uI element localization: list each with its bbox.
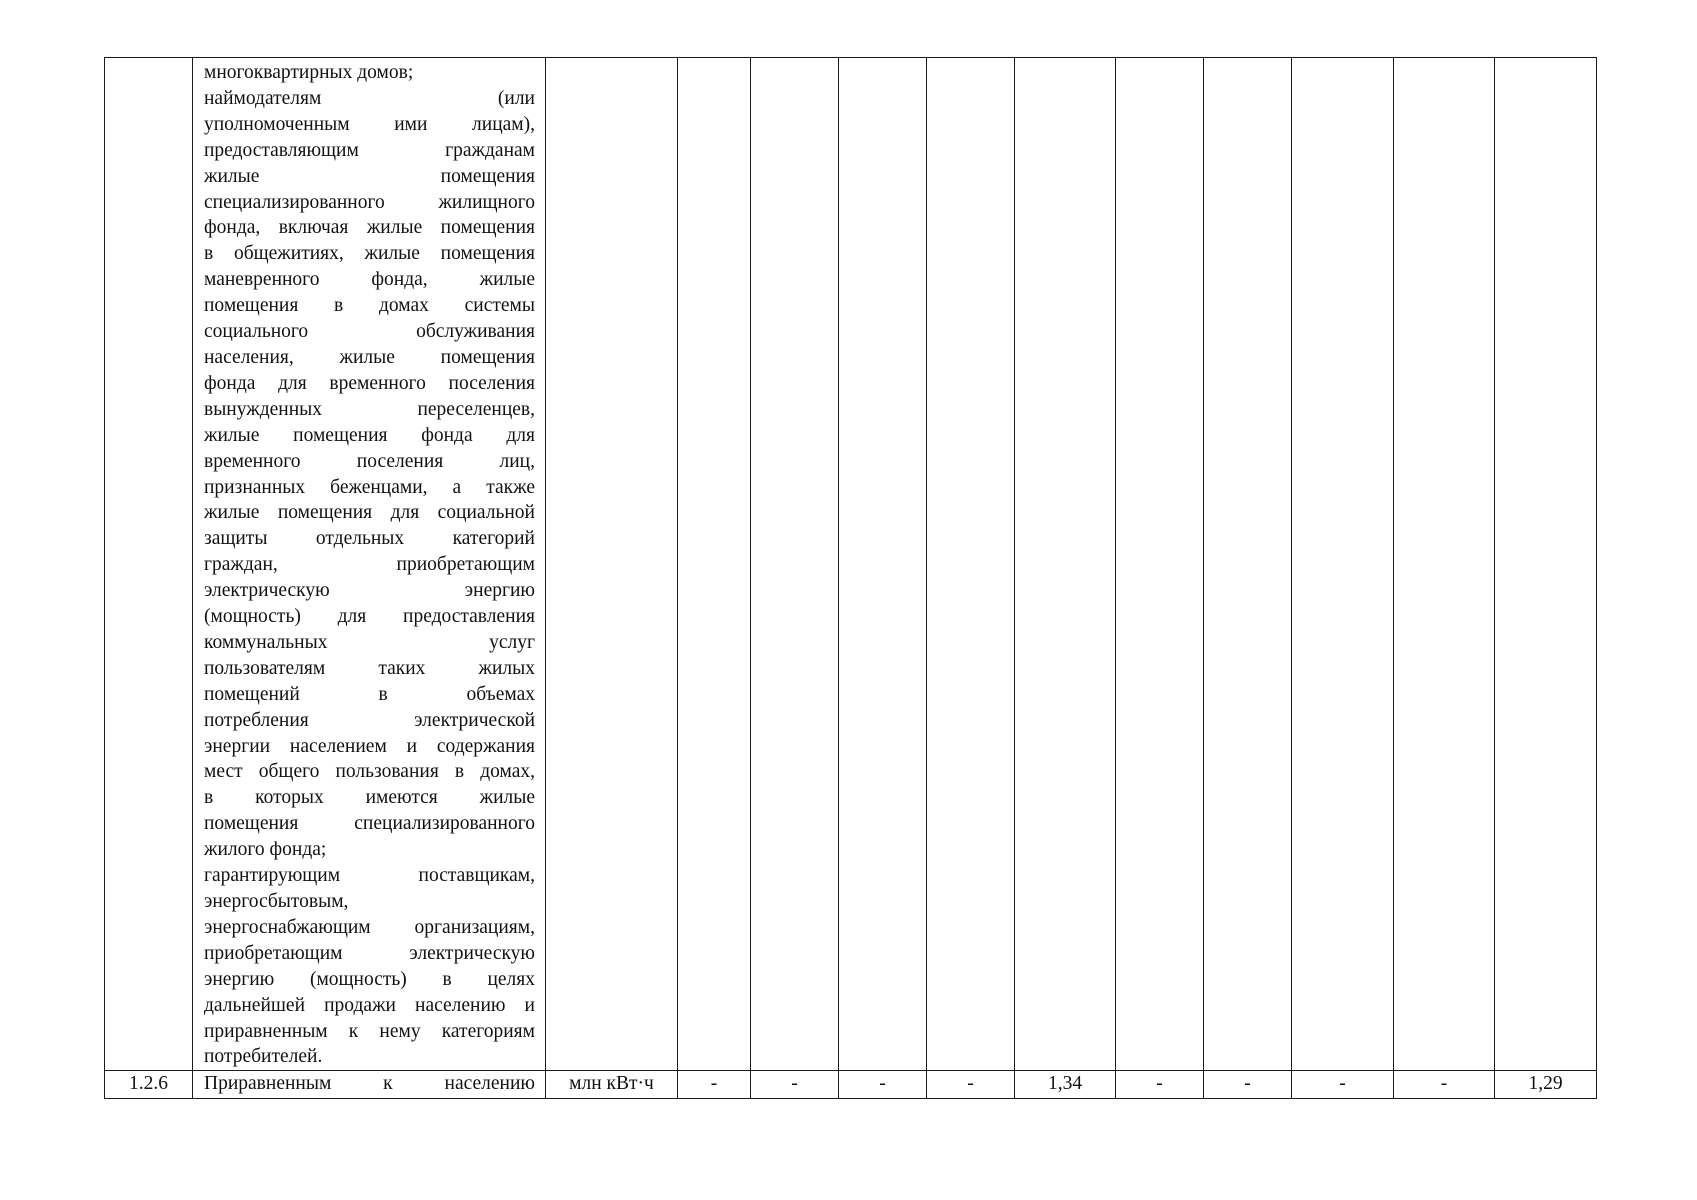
description-line: жилые помещения фонда для <box>204 424 535 446</box>
description-line: дальнейшей продажи населению и <box>204 994 535 1016</box>
cell-number <box>105 58 193 1071</box>
description-line: жилые помещения <box>204 165 535 187</box>
cell-value <box>751 58 839 1071</box>
cell-value <box>678 58 751 1071</box>
description-line: энергии населением и содержания <box>204 735 535 757</box>
description-line: мест общего пользования в домах, <box>204 761 535 783</box>
description-line: помещений в объемах <box>204 683 535 705</box>
description-line: социального обслуживания <box>204 321 535 343</box>
description-line: предоставляющим гражданам <box>204 139 535 161</box>
cell-unit: млн кВт·ч <box>546 1071 678 1099</box>
cell-description: Приравненным к населению <box>193 1071 546 1099</box>
cell-unit <box>546 58 678 1071</box>
description-line: граждан, приобретающим <box>204 554 535 576</box>
cell-value <box>1116 58 1204 1071</box>
cell-description-continuation <box>193 58 546 1071</box>
description-line: признанных беженцами, а также <box>204 476 535 498</box>
description-line: гарантирующим поставщикам, <box>204 865 535 887</box>
cell-number: 1.2.6 <box>105 1071 193 1099</box>
cell-value: - <box>1292 1071 1394 1099</box>
cell-value <box>1495 58 1597 1071</box>
description-line: в общежитиях, жилые помещения <box>204 243 535 265</box>
description-line: временного поселения лиц, <box>204 450 535 472</box>
description-line: наймодателям (или <box>204 87 535 109</box>
cell-value <box>1292 58 1394 1071</box>
description-line: уполномоченным ими лицам), <box>204 113 535 135</box>
description-line: специализированного жилищного <box>204 191 535 213</box>
tariff-table <box>104 57 1597 1099</box>
description-line: электрическую энергию <box>204 580 535 602</box>
cell-value: 1,29 <box>1495 1071 1597 1099</box>
table-row-continuation <box>105 58 1597 1071</box>
description-line: коммунальных услуг <box>204 631 535 653</box>
description-line: многоквартирных домов; <box>204 62 414 83</box>
description-line: приобретающим электрическую <box>204 942 535 964</box>
cell-value <box>839 58 927 1071</box>
cell-value: - <box>1116 1071 1204 1099</box>
description-line: жилого фонда; <box>204 839 327 861</box>
description-line: потребителей. <box>204 1046 323 1068</box>
table-row-1-2-6 <box>105 1071 1597 1099</box>
description-line: вынужденных переселенцев, <box>204 398 535 420</box>
description-line: энергоснабжающим организациям, <box>204 916 535 938</box>
description-line: энергосбытовым, <box>204 891 349 912</box>
cell-value <box>1204 58 1292 1071</box>
description-line: энергию (мощность) в целях <box>204 968 535 990</box>
description-line: защиты отдельных категорий <box>204 528 535 550</box>
description-line: пользователям таких жилых <box>204 657 535 679</box>
cell-value: - <box>751 1071 839 1099</box>
cell-value: - <box>1394 1071 1495 1099</box>
cell-value: - <box>927 1071 1015 1099</box>
description-line: фонда для временного поселения <box>204 372 535 394</box>
description-lines <box>204 60 535 1070</box>
cell-value <box>1015 58 1116 1071</box>
cell-value <box>1394 58 1495 1071</box>
description-line: в которых имеются жилые <box>204 787 535 809</box>
cell-value: - <box>839 1071 927 1099</box>
description-line: населения, жилые помещения <box>204 346 535 368</box>
cell-value: - <box>1204 1071 1292 1099</box>
description-line: помещения в домах системы <box>204 295 535 317</box>
cell-value: - <box>678 1071 751 1099</box>
cell-value <box>927 58 1015 1071</box>
description-line: помещения специализированного <box>204 813 535 835</box>
cell-value: 1,34 <box>1015 1071 1116 1099</box>
description-line: приравненным к нему категориям <box>204 1020 535 1042</box>
description-line: маневренного фонда, жилые <box>204 269 535 291</box>
description-line: жилые помещения для социальной <box>204 502 535 524</box>
description-line: (мощность) для предоставления <box>204 606 535 628</box>
description-line: потребления электрической <box>204 709 535 731</box>
description-line: фонда, включая жилые помещения <box>204 217 535 239</box>
